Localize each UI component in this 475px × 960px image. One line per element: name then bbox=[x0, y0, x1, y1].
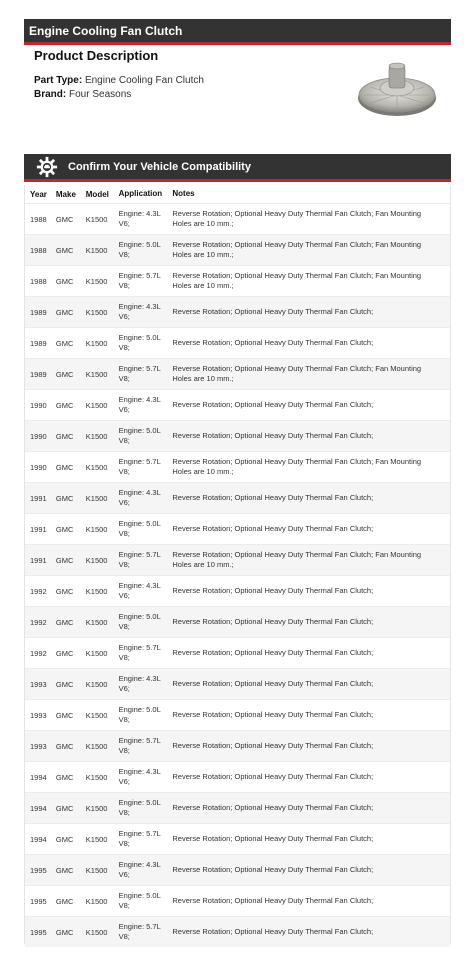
cell-application: Engine: 5.0L V8; bbox=[118, 705, 161, 724]
cell-model: K1500 bbox=[85, 865, 108, 875]
cell-year: 1988 bbox=[30, 245, 47, 255]
cell-year: 1995 bbox=[30, 927, 47, 937]
cell-year: 1995 bbox=[30, 865, 47, 875]
cell-year: 1994 bbox=[30, 803, 47, 813]
cell-model: K1500 bbox=[85, 245, 108, 255]
cell-notes: Reverse Rotation; Optional Heavy Duty Thermal Fan Clutch; bbox=[172, 307, 374, 316]
table-row bbox=[25, 792, 450, 823]
cell-year: 1993 bbox=[30, 710, 47, 720]
cell-model: K1500 bbox=[85, 741, 108, 751]
cell-year: 1995 bbox=[30, 896, 47, 906]
cell-application: Engine: 5.0L V8; bbox=[118, 798, 161, 817]
cell-year: 1991 bbox=[30, 493, 47, 503]
cell-model: K1500 bbox=[85, 834, 108, 844]
compatibility-title: Confirm Your Vehicle Compatibility bbox=[68, 160, 251, 173]
cell-application: Engine: 5.0L V8; bbox=[118, 519, 161, 538]
table-row bbox=[25, 668, 450, 699]
cell-year: 1994 bbox=[30, 772, 47, 782]
cell-notes: Reverse Rotation; Optional Heavy Duty Thermal Fan Clutch; bbox=[172, 772, 374, 781]
cell-application: Engine: 5.7L V8; bbox=[118, 550, 161, 569]
cell-year: 1989 bbox=[30, 307, 47, 317]
table-row bbox=[25, 265, 450, 296]
compatibility-table bbox=[24, 185, 451, 944]
table-row bbox=[25, 482, 450, 513]
cell-application: Engine: 5.7L V8; bbox=[118, 271, 161, 290]
page-title-bar bbox=[24, 19, 451, 45]
table-body bbox=[25, 203, 450, 947]
cell-year: 1992 bbox=[30, 617, 47, 627]
part-type-line bbox=[34, 75, 204, 86]
cell-year: 1990 bbox=[30, 462, 47, 472]
table-row bbox=[25, 699, 450, 730]
cell-make: GMC bbox=[55, 679, 74, 689]
cell-model: K1500 bbox=[85, 462, 108, 472]
cell-notes: Reverse Rotation; Optional Heavy Duty Thermal Fan Clutch; Fan Mounting Holes are 10 mm.; bbox=[172, 364, 422, 383]
cell-application: Engine: 5.0L V8; bbox=[118, 333, 161, 352]
cell-notes: Reverse Rotation; Optional Heavy Duty Thermal Fan Clutch; bbox=[172, 741, 374, 750]
page-title: Engine Cooling Fan Clutch bbox=[29, 23, 183, 38]
fan-clutch-product-image bbox=[356, 58, 438, 120]
cell-model: K1500 bbox=[85, 431, 108, 441]
cell-model: K1500 bbox=[85, 555, 108, 565]
cell-application: Engine: 5.7L V8; bbox=[118, 643, 161, 662]
cell-notes: Reverse Rotation; Optional Heavy Duty Thermal Fan Clutch; bbox=[172, 617, 374, 626]
cell-make: GMC bbox=[55, 493, 74, 503]
header-notes: Notes bbox=[172, 189, 195, 198]
table-row bbox=[25, 420, 450, 451]
brand-value: Four Seasons bbox=[69, 89, 132, 100]
table-row bbox=[25, 234, 450, 265]
cell-make: GMC bbox=[55, 400, 74, 410]
cell-notes: Reverse Rotation; Optional Heavy Duty Thermal Fan Clutch; Fan Mounting Holes are 10 mm.; bbox=[172, 209, 422, 228]
cell-year: 1992 bbox=[30, 586, 47, 596]
cell-notes: Reverse Rotation; Optional Heavy Duty Thermal Fan Clutch; bbox=[172, 834, 374, 843]
cell-application: Engine: 4.3L V6; bbox=[118, 581, 161, 600]
cell-model: K1500 bbox=[85, 524, 108, 534]
cell-notes: Reverse Rotation; Optional Heavy Duty Thermal Fan Clutch; bbox=[172, 803, 374, 812]
cell-make: GMC bbox=[55, 555, 74, 565]
cell-notes: Reverse Rotation; Optional Heavy Duty Thermal Fan Clutch; Fan Mounting Holes are 10 mm.; bbox=[172, 550, 422, 569]
cell-make: GMC bbox=[55, 462, 74, 472]
cell-notes: Reverse Rotation; Optional Heavy Duty Thermal Fan Clutch; bbox=[172, 927, 374, 936]
cell-application: Engine: 4.3L V6; bbox=[118, 209, 161, 228]
cell-model: K1500 bbox=[85, 896, 108, 906]
cell-make: GMC bbox=[55, 617, 74, 627]
cell-application: Engine: 4.3L V6; bbox=[118, 488, 161, 507]
cell-model: K1500 bbox=[85, 679, 108, 689]
cell-year: 1989 bbox=[30, 369, 47, 379]
cell-model: K1500 bbox=[85, 369, 108, 379]
header-make: Make bbox=[55, 189, 76, 199]
header-application: Application bbox=[118, 189, 163, 198]
table-row bbox=[25, 823, 450, 854]
cell-year: 1988 bbox=[30, 214, 47, 224]
cell-model: K1500 bbox=[85, 338, 108, 348]
header-year: Year bbox=[30, 189, 47, 199]
cell-notes: Reverse Rotation; Optional Heavy Duty Thermal Fan Clutch; bbox=[172, 431, 374, 440]
table-row bbox=[25, 513, 450, 544]
table-row bbox=[25, 203, 450, 234]
cell-make: GMC bbox=[55, 865, 74, 875]
table-row bbox=[25, 575, 450, 606]
gear-car-icon bbox=[36, 156, 58, 178]
cell-notes: Reverse Rotation; Optional Heavy Duty Thermal Fan Clutch; Fan Mounting Holes are 10 mm.; bbox=[172, 457, 422, 476]
cell-application: Engine: 4.3L V6; bbox=[118, 395, 161, 414]
brand-line bbox=[34, 89, 131, 100]
cell-model: K1500 bbox=[85, 586, 108, 596]
cell-model: K1500 bbox=[85, 307, 108, 317]
brand-label: Brand: bbox=[34, 89, 67, 100]
cell-notes: Reverse Rotation; Optional Heavy Duty Thermal Fan Clutch; bbox=[172, 896, 374, 905]
cell-model: K1500 bbox=[85, 648, 108, 658]
table-row bbox=[25, 327, 450, 358]
cell-model: K1500 bbox=[85, 617, 108, 627]
cell-make: GMC bbox=[55, 524, 74, 534]
table-row bbox=[25, 544, 450, 575]
table-header-row bbox=[25, 185, 450, 203]
cell-year: 1990 bbox=[30, 400, 47, 410]
table-row bbox=[25, 730, 450, 761]
table-row bbox=[25, 606, 450, 637]
header-model: Model bbox=[85, 189, 109, 199]
cell-model: K1500 bbox=[85, 710, 108, 720]
table-row bbox=[25, 358, 450, 389]
cell-make: GMC bbox=[55, 338, 74, 348]
cell-model: K1500 bbox=[85, 214, 108, 224]
cell-model: K1500 bbox=[85, 493, 108, 503]
table-row bbox=[25, 451, 450, 482]
cell-notes: Reverse Rotation; Optional Heavy Duty Thermal Fan Clutch; bbox=[172, 865, 374, 874]
cell-notes: Reverse Rotation; Optional Heavy Duty Thermal Fan Clutch; bbox=[172, 524, 374, 533]
cell-model: K1500 bbox=[85, 927, 108, 937]
cell-application: Engine: 5.7L V8; bbox=[118, 736, 161, 755]
cell-year: 1993 bbox=[30, 741, 47, 751]
cell-application: Engine: 5.7L V8; bbox=[118, 829, 161, 848]
cell-year: 1991 bbox=[30, 524, 47, 534]
cell-application: Engine: 4.3L V6; bbox=[118, 302, 161, 321]
cell-make: GMC bbox=[55, 834, 74, 844]
cell-application: Engine: 4.3L V6; bbox=[118, 674, 161, 693]
cell-make: GMC bbox=[55, 710, 74, 720]
cell-year: 1993 bbox=[30, 679, 47, 689]
cell-make: GMC bbox=[55, 245, 74, 255]
cell-model: K1500 bbox=[85, 772, 108, 782]
cell-make: GMC bbox=[55, 648, 74, 658]
cell-notes: Reverse Rotation; Optional Heavy Duty Thermal Fan Clutch; bbox=[172, 400, 374, 409]
cell-make: GMC bbox=[55, 741, 74, 751]
table-row bbox=[25, 389, 450, 420]
cell-make: GMC bbox=[55, 803, 74, 813]
cell-year: 1989 bbox=[30, 338, 47, 348]
cell-notes: Reverse Rotation; Optional Heavy Duty Thermal Fan Clutch; bbox=[172, 586, 374, 595]
cell-make: GMC bbox=[55, 307, 74, 317]
cell-year: 1988 bbox=[30, 276, 47, 286]
cell-make: GMC bbox=[55, 927, 74, 937]
cell-year: 1991 bbox=[30, 555, 47, 565]
cell-application: Engine: 5.7L V8; bbox=[118, 922, 161, 941]
cell-year: 1994 bbox=[30, 834, 47, 844]
cell-application: Engine: 4.3L V6; bbox=[118, 767, 161, 786]
cell-year: 1990 bbox=[30, 431, 47, 441]
part-type-value: Engine Cooling Fan Clutch bbox=[84, 75, 204, 86]
table-row bbox=[25, 916, 450, 947]
cell-application: Engine: 5.0L V8; bbox=[118, 240, 161, 259]
cell-model: K1500 bbox=[85, 400, 108, 410]
cell-application: Engine: 5.7L V8; bbox=[118, 364, 161, 383]
cell-notes: Reverse Rotation; Optional Heavy Duty Thermal Fan Clutch; bbox=[172, 338, 374, 347]
vehicle-compatibility-bar bbox=[24, 154, 451, 182]
cell-make: GMC bbox=[55, 896, 74, 906]
cell-year: 1992 bbox=[30, 648, 47, 658]
cell-notes: Reverse Rotation; Optional Heavy Duty Thermal Fan Clutch; bbox=[172, 679, 374, 688]
cell-notes: Reverse Rotation; Optional Heavy Duty Thermal Fan Clutch; bbox=[172, 648, 374, 657]
cell-application: Engine: 5.0L V8; bbox=[118, 426, 161, 445]
cell-model: K1500 bbox=[85, 276, 108, 286]
cell-notes: Reverse Rotation; Optional Heavy Duty Thermal Fan Clutch; bbox=[172, 710, 374, 719]
cell-make: GMC bbox=[55, 276, 74, 286]
cell-make: GMC bbox=[55, 772, 74, 782]
cell-make: GMC bbox=[55, 369, 74, 379]
cell-application: Engine: 4.3L V6; bbox=[118, 860, 161, 879]
product-description-heading: Product Description bbox=[34, 48, 159, 63]
cell-notes: Reverse Rotation; Optional Heavy Duty Thermal Fan Clutch; bbox=[172, 493, 374, 502]
cell-application: Engine: 5.0L V8; bbox=[118, 891, 161, 910]
part-type-label: Part Type: bbox=[34, 75, 83, 86]
table-row bbox=[25, 637, 450, 668]
cell-make: GMC bbox=[55, 431, 74, 441]
cell-notes: Reverse Rotation; Optional Heavy Duty Thermal Fan Clutch; Fan Mounting Holes are 10 mm.; bbox=[172, 271, 422, 290]
table-row bbox=[25, 885, 450, 916]
cell-make: GMC bbox=[55, 214, 74, 224]
table-row bbox=[25, 854, 450, 885]
table-row bbox=[25, 296, 450, 327]
cell-application: Engine: 5.0L V8; bbox=[118, 612, 161, 631]
cell-make: GMC bbox=[55, 586, 74, 596]
cell-model: K1500 bbox=[85, 803, 108, 813]
table-row bbox=[25, 761, 450, 792]
cell-notes: Reverse Rotation; Optional Heavy Duty Thermal Fan Clutch; Fan Mounting Holes are 10 mm.; bbox=[172, 240, 422, 259]
cell-application: Engine: 5.7L V8; bbox=[118, 457, 161, 476]
